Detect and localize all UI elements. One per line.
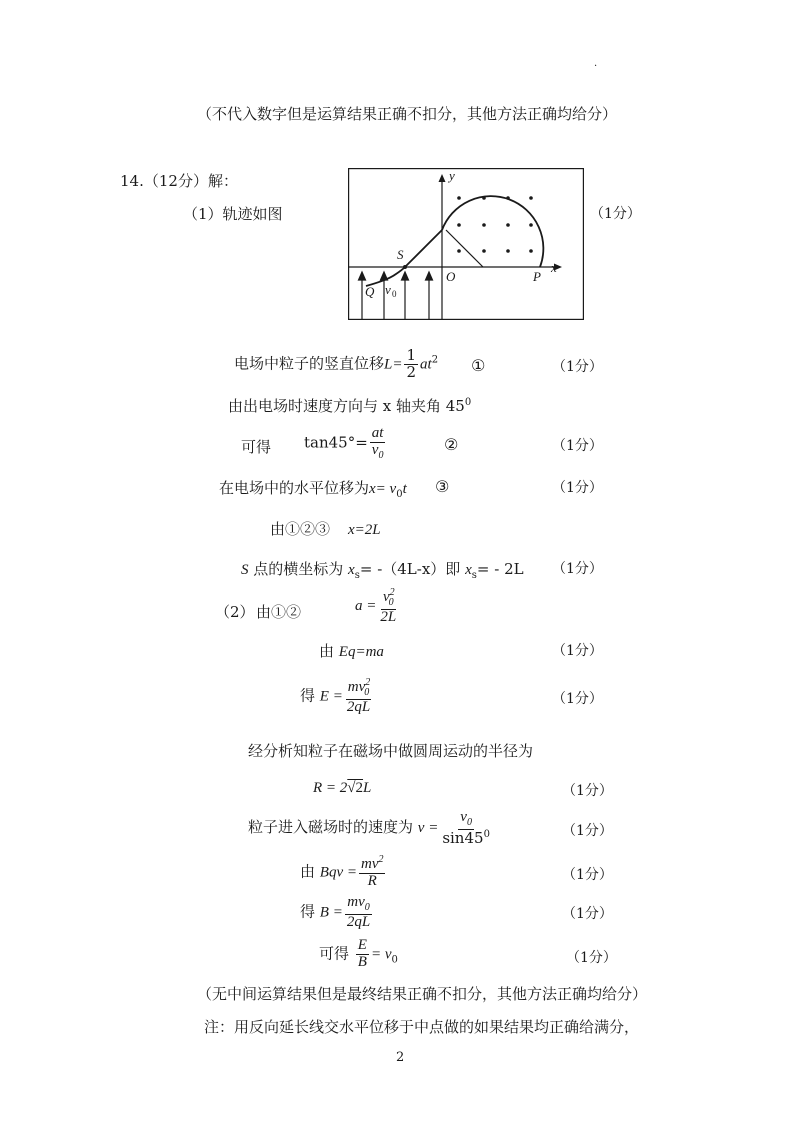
eq-line-3	[304, 426, 387, 461]
line4-text: 在电场中的水平位移为	[219, 479, 370, 497]
eq-line-7: a = $\frac{v^2_0}{2L}$	[355, 587, 397, 625]
point-s	[403, 265, 407, 269]
line3-frac: $\frac{at}{v_0}$	[371, 425, 384, 461]
eq-line-13: 由 Bqv = $\frac{mv^2}{R}$	[300, 854, 384, 889]
mark-3: ③	[435, 477, 450, 496]
line2-text: 由出电场时速度方向与 x 轴夹角 45	[228, 397, 465, 415]
line1-text: 电场中粒子的竖直位移	[234, 354, 385, 373]
part1-score: （1分）	[590, 206, 641, 222]
note-bottom-2: 注：用反向延长线交水平位移于中点做的如果结果均正确给满分，	[204, 1018, 640, 1036]
note-bottom-1: （无中间运算结果但是最终结果正确不扣分，其他方法正确均给分）	[197, 985, 648, 1003]
eq-line-10: 经分析知粒子在磁场中做圆周运动的半径为	[248, 742, 534, 760]
line1-frac: $\frac{1}{2}$	[406, 346, 417, 381]
label-v: v	[385, 282, 391, 297]
label-q: Q	[365, 284, 375, 299]
eq-line-14: 得 B = $\frac{mv_0}{2qL}$	[300, 894, 371, 930]
score-6: （1分）	[552, 561, 603, 577]
line14-frac: $\frac{mv_0}{2qL}$	[346, 894, 371, 930]
eq-line-2: 由出电场时速度方向与 x 轴夹角 $45^0$	[228, 397, 472, 415]
line7-frac: $\frac{v^2_0}{2L}$	[380, 587, 397, 625]
eq-line-11: R = 2√2L	[313, 780, 372, 796]
eq-line-1: 电场中粒子的竖直位移L= $\frac{1}{2}$ $at^2$	[234, 346, 439, 381]
mark-2: ②	[444, 435, 459, 454]
score-12: （1分）	[562, 823, 613, 839]
y-axis-arrow	[439, 174, 446, 182]
eq-line-4: 在电场中的水平位移为$x= v_0t$	[219, 479, 407, 500]
part1-label: （1）轨迹如图	[183, 205, 283, 223]
trajectory-arc	[442, 196, 543, 267]
line15-frac: $\frac{E}{B}$	[357, 937, 367, 970]
label-y: y	[449, 168, 455, 183]
score-4: （1分）	[552, 480, 603, 496]
score-3: （1分）	[552, 438, 603, 454]
line3-lhs: tan45°=	[304, 433, 368, 452]
line3-prefix: 可得	[241, 438, 272, 456]
line5-eq: x=2L	[348, 522, 381, 538]
eq-line-5	[270, 518, 381, 539]
line9-frac: $\frac{mv^2_0}{2qL}$	[346, 677, 371, 715]
eq-line-9: 得 E = $\frac{mv^2_0}{2qL}$	[300, 677, 371, 715]
part2-label: （2）	[215, 603, 255, 621]
line12-frac: $\frac{v_0}{\sin 45^0}$	[442, 809, 490, 847]
label-p: P	[533, 269, 541, 284]
eq-line-12: 粒子进入磁场时的速度为 v = $\frac{v_0}{\sin 45^0}$	[248, 809, 490, 847]
mark-1: ①	[471, 356, 486, 375]
label-v-sub: 0	[392, 289, 397, 299]
score-15: （1分）	[566, 950, 617, 966]
label-o: O	[446, 269, 456, 284]
score-9: （1分）	[552, 691, 603, 707]
line1-rhs: at	[420, 356, 432, 373]
label-x: x	[551, 260, 557, 275]
score-13: （1分）	[562, 867, 613, 883]
line13-frac: $\frac{mv^2}{R}$	[360, 854, 384, 889]
eq-line-8: 由 Eq=ma	[319, 642, 384, 660]
eq-line-6: S 点的横坐标为 $x_s= -(4L-x)$即 $x_s= - 2L$	[241, 560, 524, 581]
trajectory-straight	[405, 230, 442, 267]
note-top: （不代入数字但是运算结果正确不扣分，其他方法正确均给分）	[197, 105, 618, 123]
trajectory-figure	[348, 168, 584, 320]
line1-lhs: L=	[384, 356, 403, 373]
corner-dot: .	[594, 58, 598, 69]
line5-prefix: 由①②③	[270, 520, 331, 538]
score-14: （1分）	[562, 906, 613, 922]
eq-line-15: 可得 $\frac{E}{B}$ = $v_0$	[319, 937, 398, 970]
score-8: （1分）	[552, 643, 603, 659]
radius-line	[446, 230, 483, 267]
part2-prefix: 由①②	[256, 603, 302, 621]
score-11: （1分）	[562, 783, 613, 799]
page-number: 2	[396, 1050, 405, 1065]
label-s: S	[397, 247, 404, 262]
score-1: （1分）	[552, 359, 603, 375]
question-header: 14.（12分）解：	[120, 172, 238, 190]
